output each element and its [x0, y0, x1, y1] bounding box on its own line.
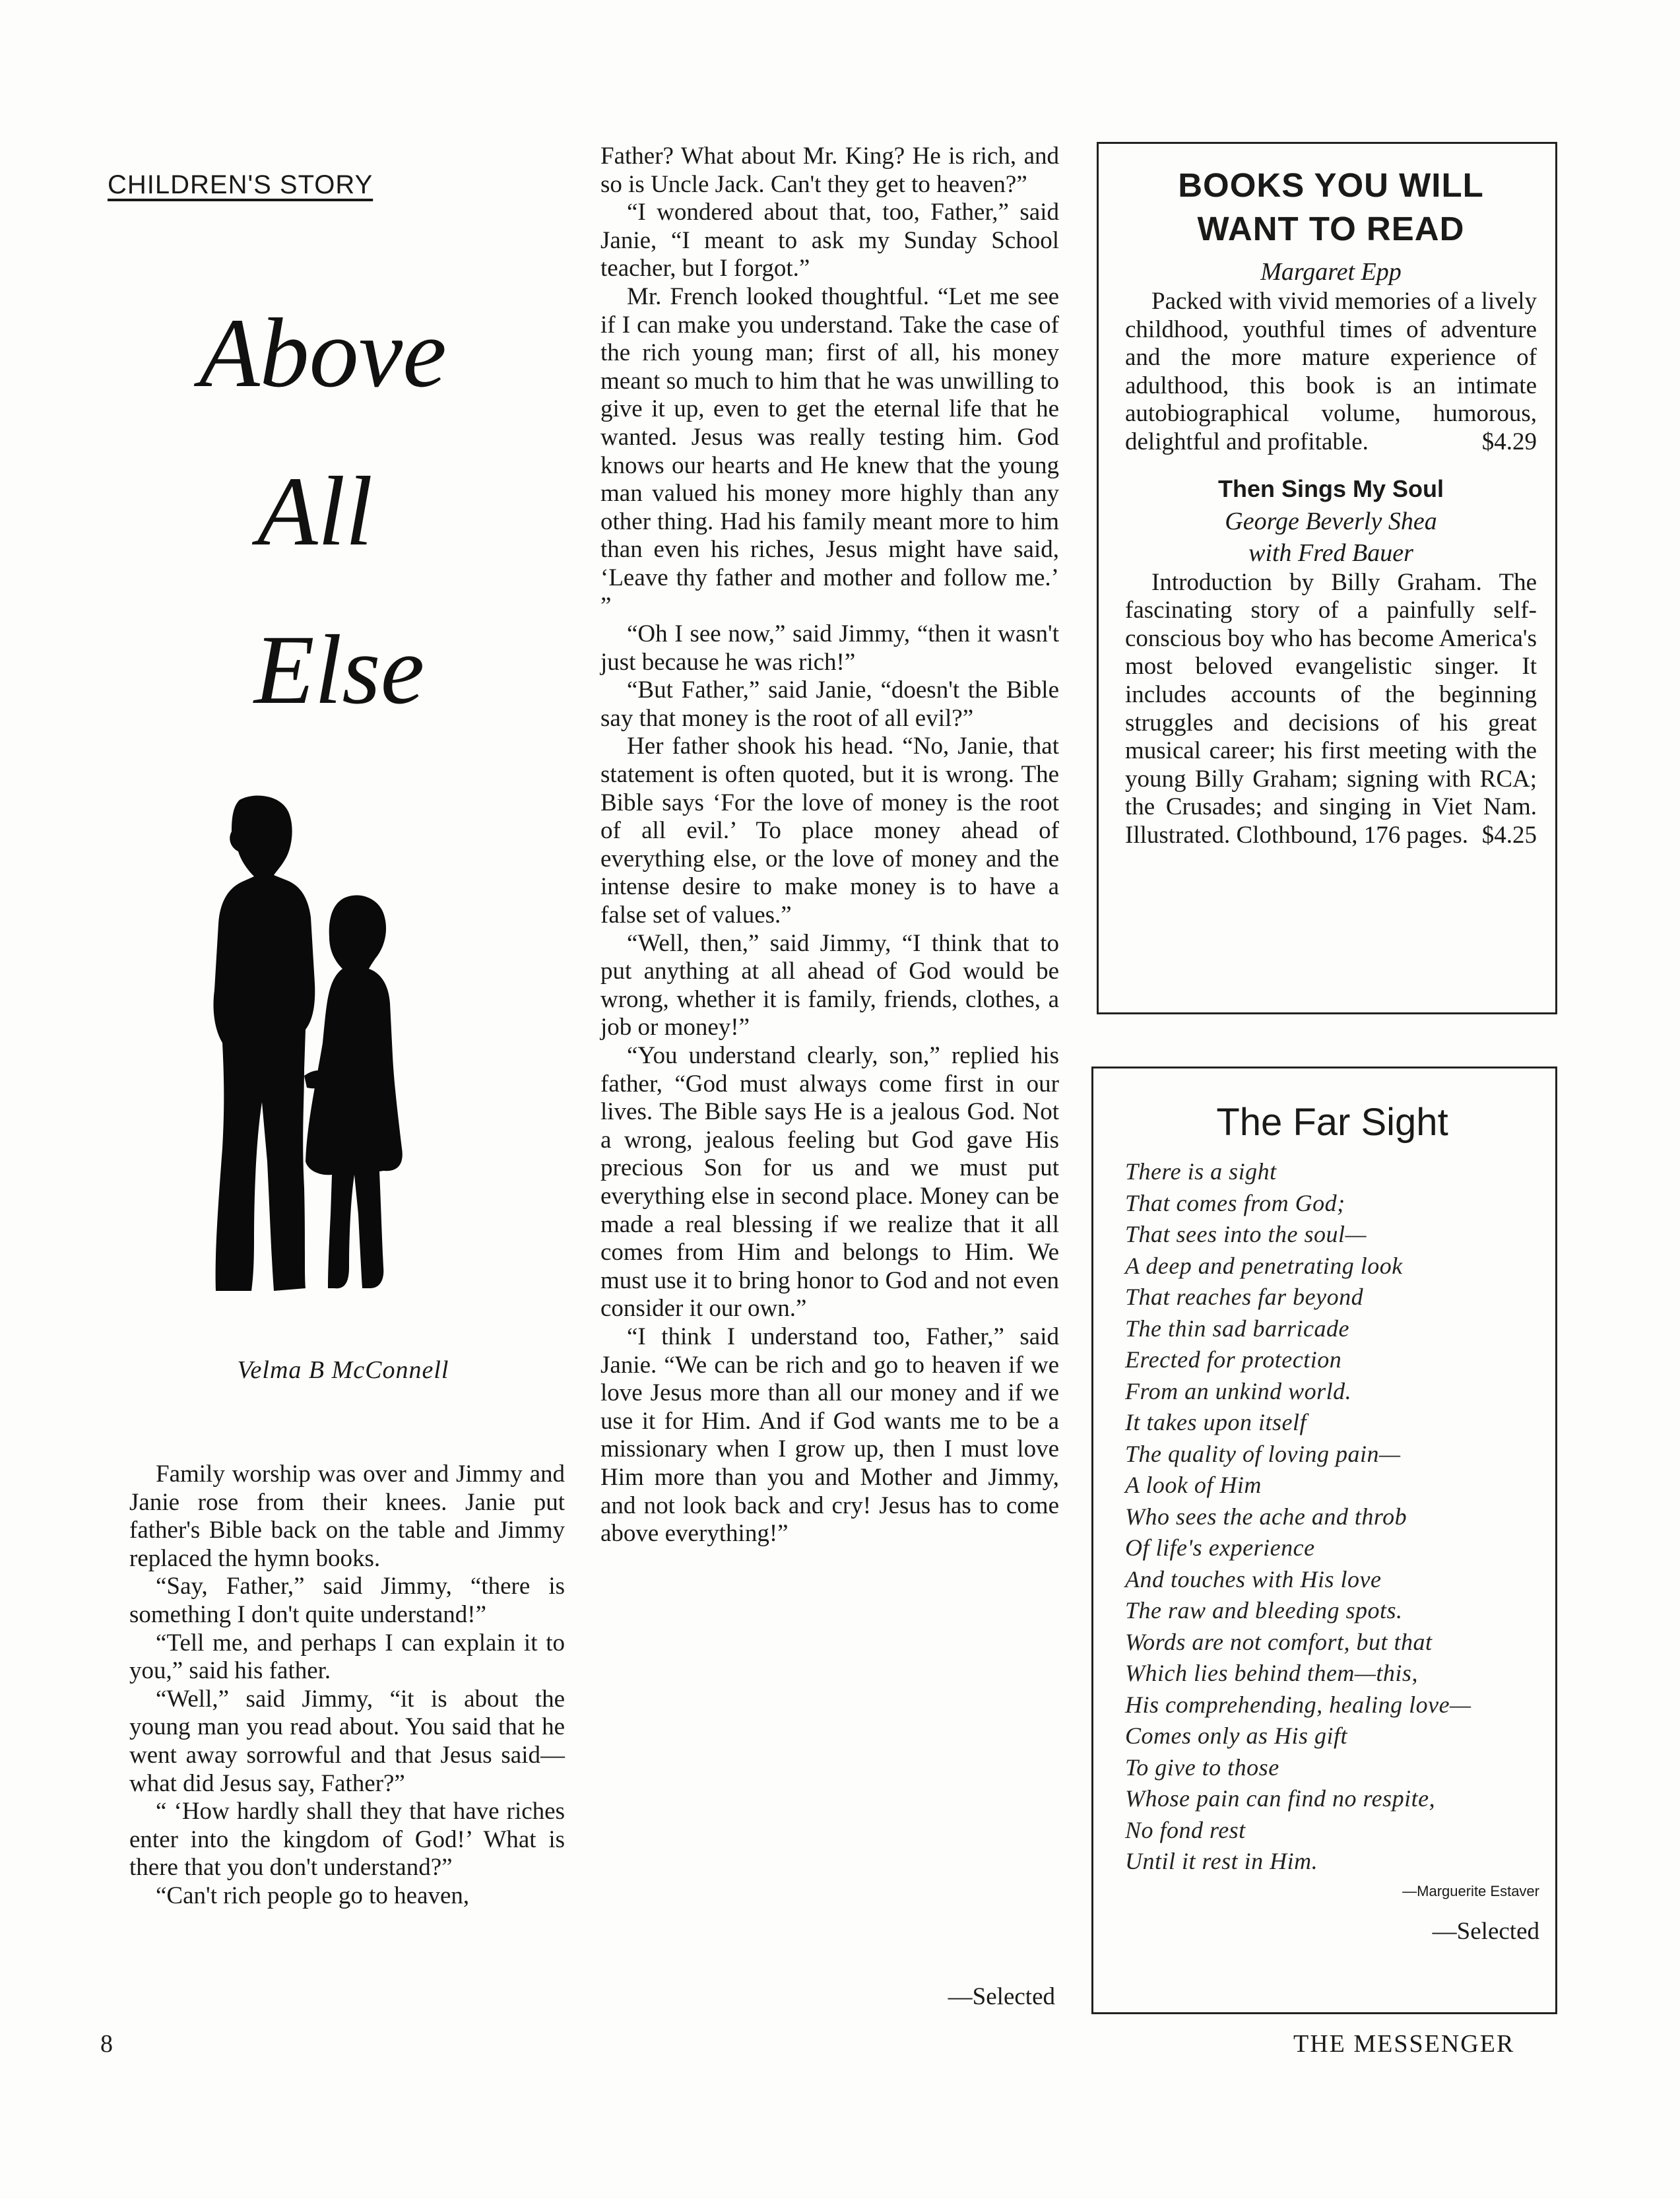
poem-line: From an unkind world.: [1125, 1377, 1352, 1404]
story-paragraph: Family worship was over and Jimmy and Janie rose from their knees. Janie put father's Bible back on the table and Jimmy replaced the hymn books.: [129, 1461, 565, 1572]
story-paragraph: “ ‘How hardly shall they that have riches enter into the kingdom of God!’ What is there that you don't understand?”: [129, 1798, 565, 1882]
title-word-2: All: [257, 457, 373, 566]
page-number: 8: [100, 2030, 113, 2058]
poem-line: And touches with His love: [1125, 1565, 1382, 1592]
story-paragraph: “Say, Father,” said Jimmy, “there is something I don't quite understand!”: [129, 1573, 565, 1628]
poem-line: Which lies behind them—this,: [1125, 1660, 1418, 1686]
children-silhouette-image: [188, 792, 406, 1294]
story-paragraph: “I wondered about that, too, Father,” said Janie, “I meant to ask my Sunday School teacher, but I forgot.”: [600, 199, 1059, 282]
story-column-1: [129, 1461, 565, 1911]
poem-line: To give to those: [1125, 1754, 1279, 1781]
story-paragraph: “Can't rich people go to heaven,: [156, 1882, 470, 1909]
poem-line: The thin sad barricade: [1125, 1315, 1349, 1342]
poem-line: Whose pain can find no respite,: [1125, 1785, 1436, 1812]
poem-line: The quality of loving pain—: [1125, 1440, 1401, 1467]
story-paragraph: “Oh I see now,” said Jimmy, “then it wasn't just because he was rich!”: [600, 620, 1059, 676]
story-signoff: —Selected: [948, 1983, 1055, 2010]
story-paragraph: “Tell me, and perhaps I can explain it to you,” said his father.: [129, 1629, 565, 1685]
poem-line: A deep and penetrating look: [1125, 1252, 1403, 1279]
book2-description-text: Introduction by Billy Graham. The fascinating story of a painfully self-conscious boy who has become America's most beloved evangelistic singer. It includes accounts of the beginning struggles and decisions of his great musical career; his first meeting with the young Billy Graham; signing with RCA; the Crusades; and singing in Viet Nam. Illustrated. Clothbound, 176 pages.: [1125, 568, 1537, 849]
poem-line: That reaches far beyond: [1125, 1284, 1364, 1310]
poem-box: [1091, 1067, 1557, 2014]
poem-line: Who sees the ache and throb: [1125, 1503, 1407, 1530]
title-word-3: Else: [254, 615, 425, 725]
poem-line: Until it rest in Him.: [1125, 1848, 1318, 1874]
poem-line: It takes upon itself: [1125, 1409, 1307, 1435]
story-paragraph: Her father shook his head. “No, Janie, that statement is often quoted, but it is wrong. The Bible says ‘For the love of money is the root of all evil.’ To place money ahead of everything else, or the love of money and the intense desire to make money is to have a false set of values.”: [600, 733, 1059, 929]
title-word-1: Above: [199, 298, 447, 408]
book2-coauthor: with Fred Bauer: [1248, 539, 1413, 567]
story-paragraph: “You understand clearly, son,” replied his father, “God must always come first in our lives. The Bible says He is a jealous God. Not a wrong, jealous feeling but God gave His precious Son for us and we must put everything else in second place. Money can be made a real blessing if we realize that it all comes from Him and belongs to Him. We must use it to bring honor to God and not even consider it our own.”: [600, 1042, 1059, 1323]
book2-title: Then Sings My Soul: [1217, 475, 1444, 502]
poem-line: No fond rest: [1125, 1816, 1246, 1843]
poem-title: The Far Sight: [1216, 1101, 1448, 1144]
story-paragraph: “I think I understand too, Father,” said Janie. “We can be rich and go to heaven if we love Jesus more than all our money and if we use it for Him. And if God wants me to be a missionary when I grow up, then I must love Him more than you and Mother and Jimmy, and not look back and cry! Jesus has to come above everything!”: [600, 1323, 1059, 1548]
poem-line: The raw and bleeding spots.: [1125, 1597, 1403, 1624]
poem-selected: —Selected: [1432, 1917, 1539, 1945]
book2-author: George Beverly Shea: [1225, 507, 1437, 535]
story-paragraph: “But Father,” said Janie, “doesn't the Bible say that money is the root of all evil?”: [600, 676, 1059, 732]
story-paragraph: Mr. French looked thoughtful. “Let me see if I can make you understand. Take the case of the rich young man; first of all, his money meant so much to him that he was unwilling to give it up, even to get the eternal life that he wanted. Jesus was really testing him. God knows our hearts and He knew that the young man valued his money more highly than any other thing. Had his family meant more to him than even his riches, Jesus might have said, ‘Leave thy father and mother and follow me.’ ”: [600, 282, 1059, 620]
poem-lines: [1125, 1156, 1539, 1878]
poem-line: Erected for protection: [1125, 1346, 1342, 1373]
publication-title: THE MESSENGER: [1293, 2030, 1515, 2058]
book1-author: Margaret Epp: [1260, 258, 1402, 286]
poem-credit: —Marguerite Estaver: [1402, 1882, 1539, 1899]
poem-line: A look of Him: [1125, 1472, 1262, 1498]
story-paragraph: “Well,” said Jimmy, “it is about the young man you read about. You said that he went away sorrowful and that Jesus said—what did Jesus say, Father?”: [129, 1685, 565, 1797]
books-heading: [1125, 164, 1537, 251]
story-paragraph: Father? What about Mr. King? He is rich, and so is Uncle Jack. Can't they get to heaven?”: [600, 143, 1059, 198]
poem-line: Of life's experience: [1125, 1534, 1315, 1561]
section-label: CHILDREN'S STORY: [108, 170, 373, 199]
book1-description-text: Packed with vivid memories of a lively childhood, youthful times of adventure and the more mature experience of adulthood, this book is an intimate autobiographical volume, humorous, delightful and profitable.: [1125, 288, 1537, 455]
story-paragraph: “Well, then,” said Jimmy, “I think that to put anything at all ahead of God would be wrong, whether it is family, friends, clothes, a job or money!”: [600, 929, 1059, 1041]
book1-price: $4.29: [1481, 428, 1537, 455]
poem-line: There is a sight: [1125, 1158, 1277, 1185]
book1-description: [1125, 288, 1537, 457]
books-box: [1097, 142, 1557, 1014]
poem-line: Words are not comfort, but that: [1125, 1628, 1433, 1655]
books-heading-line-1: BOOKS YOU WILL: [1178, 166, 1484, 204]
books-heading-line-2: WANT TO READ: [1197, 210, 1465, 247]
book2-description: [1125, 569, 1537, 850]
poem-line: Comes only as His gift: [1125, 1723, 1348, 1749]
story-author: Velma B McConnell: [237, 1356, 449, 1384]
book2-price: $4.25: [1481, 821, 1537, 849]
poem-line: That sees into the soul—: [1125, 1221, 1367, 1247]
poem-line: That comes from God;: [1125, 1189, 1345, 1216]
poem-line: His comprehending, healing love—: [1125, 1691, 1471, 1718]
story-column-2: [600, 143, 1059, 1548]
